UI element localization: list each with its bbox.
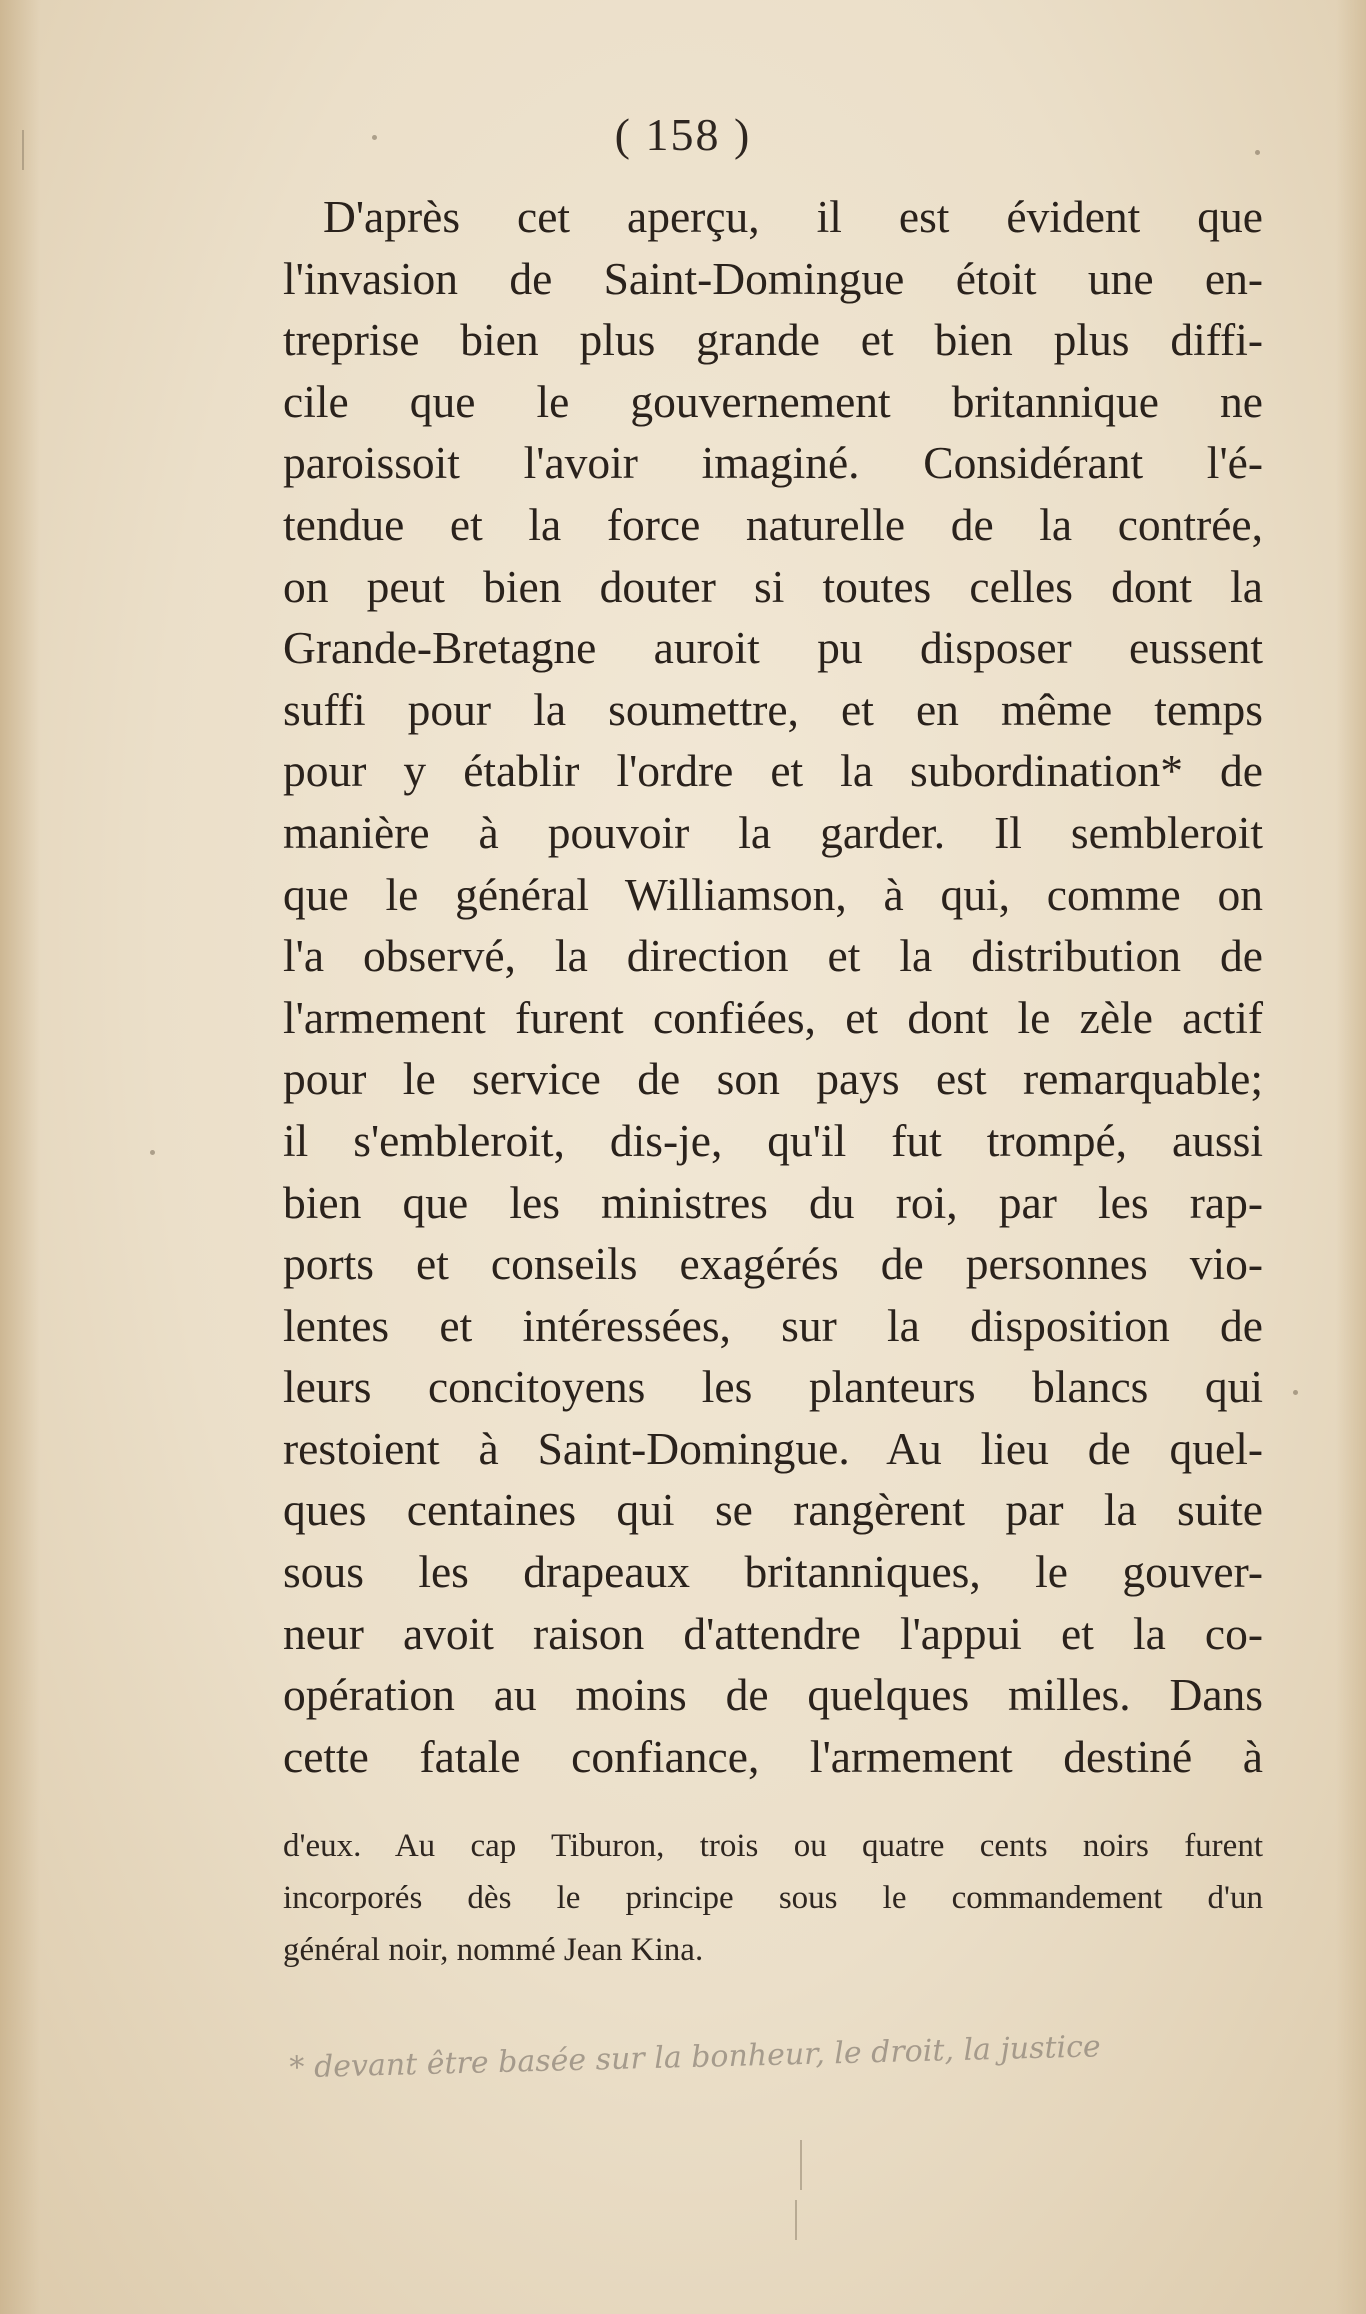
text-line: sous les drapeaux britanniques, le gouver- [283, 1546, 1263, 1598]
paper-mark [795, 2200, 797, 2240]
page-edge-shadow-right [1336, 0, 1366, 2314]
footnote-line: général noir, nommé Jean Kina. [283, 1932, 704, 1968]
paper-mark [22, 130, 24, 170]
text-line: opération au moins de quelques milles. Dans [283, 1669, 1263, 1721]
text-line: restoient à Saint-Domingue. Au lieu de quel- [283, 1422, 1263, 1474]
footnote-line: incorporés dès le principe sous le commandement d'un [283, 1880, 1263, 1916]
page-edge-shadow-left [0, 0, 40, 2314]
text-line: leurs concitoyens les planteurs blancs qui [283, 1361, 1263, 1413]
text-line: cile que le gouvernement britannique ne [283, 375, 1263, 427]
footnote-line: d'eux. Au cap Tiburon, trois ou quatre cents noirs furent [283, 1828, 1263, 1864]
text-line: D'après cet aperçu, il est évident que [323, 191, 1263, 242]
text-line: l'armement furent confiées, et dont le zèle actif [283, 991, 1263, 1043]
text-line: bien que les ministres du roi, par les rap- [283, 1176, 1263, 1228]
text-line: tendue et la force naturelle de la contrée, [283, 498, 1263, 550]
text-line: suffi pour la soumettre, et en même temps [283, 683, 1263, 735]
text-line: l'a observé, la direction et la distribution de [283, 930, 1263, 982]
text-line: ports et conseils exagérés de personnes vio- [283, 1238, 1263, 1290]
handwritten-annotation: * devant être basée sur la bonheur, le droit, la justice [289, 2029, 1102, 2086]
text-line: paroissoit l'avoir imaginé. Considérant l'é- [283, 437, 1263, 489]
text-line: Grande-Bretagne auroit pu disposer eussent [283, 622, 1263, 674]
text-line: neur avoit raison d'attendre l'appui et la co- [283, 1607, 1263, 1659]
text-line: il s'embleroit, dis-je, qu'il fut trompé, aussi [283, 1114, 1263, 1166]
text-line: pour le service de son pays est remarquable; [283, 1053, 1263, 1105]
paper-speck [1293, 1390, 1298, 1395]
footnote [283, 1820, 1263, 1976]
body-text [283, 186, 1263, 1787]
text-line: cette fatale confiance, l'armement destiné à [283, 1730, 1263, 1782]
text-line: ques centaines qui se rangèrent par la suite [283, 1484, 1263, 1536]
text-line: lentes et intéressées, sur la disposition de [283, 1299, 1263, 1351]
text-line: treprise bien plus grande et bien plus diffi- [283, 314, 1263, 366]
text-line: l'invasion de Saint-Domingue étoit une en- [283, 252, 1263, 304]
paper-speck [1255, 150, 1260, 155]
text-line: pour y établir l'ordre et la subordination* de [283, 745, 1263, 797]
text-line: on peut bien douter si toutes celles dont la [283, 560, 1263, 612]
paper-mark [800, 2140, 802, 2190]
text-line: manière à pouvoir la garder. Il sembleroit [283, 806, 1263, 858]
page-number: ( 158 ) [614, 109, 752, 160]
text-line: que le général Williamson, à qui, comme on [283, 868, 1263, 920]
paper-speck [372, 135, 377, 140]
paper-speck [150, 1150, 155, 1155]
